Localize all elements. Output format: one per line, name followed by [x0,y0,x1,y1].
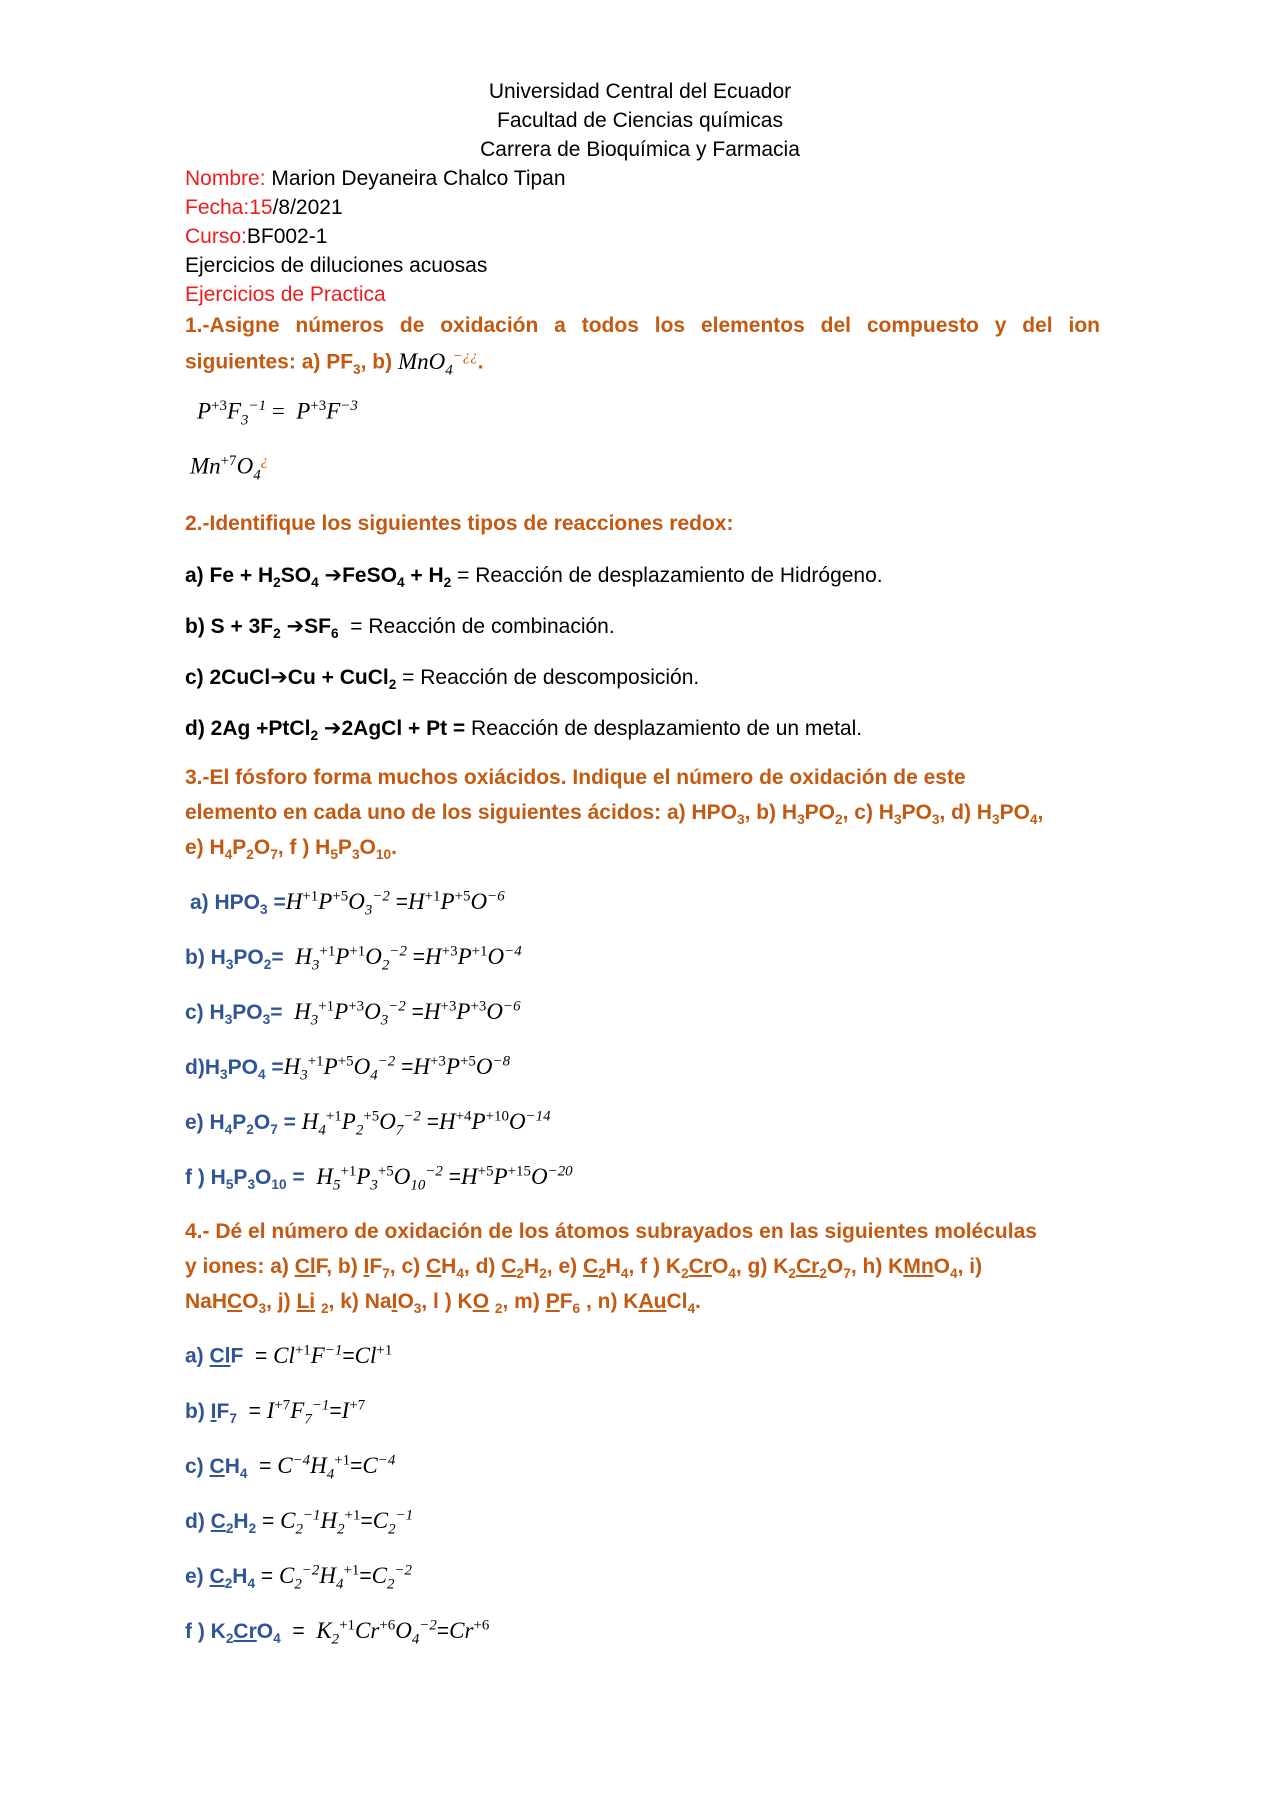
q1-text2: siguientes: a) PF [185,350,354,374]
practice-line: Ejercicios de Practica [185,283,386,306]
q3-d: $d)H_3PO_4 =H_3^{+1}P^{+5}O_4^{-2} =H^{+3}P^{+5}O^{-8}$ [185,1053,511,1084]
q4-line3: NaHCO$_3$, j) Li $_2$, k) NaIO$_3$, l ) KO $_2$, m) $PF_6$ , n) KAuCl$_4$. [185,1290,701,1317]
name-line [185,167,566,191]
q2-title: 2.-Identifique los siguientes tipos de reacciones redox: [185,512,734,535]
q1-line2: siguientes: a) $PF_3$, b) MnO$_4$−¿¿. [185,348,484,379]
q4-f: f ) $K_2CrO_4 = K_2^{+1}Cr^{+6}O_4^{-2}=Cr^{+6}$ [185,1617,490,1648]
q4-b: b) $IF_7 = I^{+7}F_7^{-1}=I^{+7}$ [185,1397,366,1428]
q4-line1: 4.- Dé el número de oxidación de los átomos subrayados en las siguientes moléculas [185,1220,1037,1243]
course-line [185,225,327,249]
date-label: Fecha: [185,196,250,219]
q3-line2-text: elemento en cada uno de los siguientes ácidos: a) HPO [185,801,737,824]
q2-a: a) $Fe + H_2SO_4$ ➔FeSO$_4$ + $H_2$ = Reacción de desplazamiento de Hidrógeno. [185,564,883,591]
q2-d-result: Reacción de desplazamiento de un metal. [465,717,863,740]
q3-f: f ) $H_5P_3O_{10} = H_5^{+1}P_3^{+5}O_{10}^{-2} =H^{+5}P^{+15}O^{-20}$ [185,1163,573,1194]
q4-a: a) ClF = $Cl^{+1}F^{-1}=Cl^{+1}$ [185,1342,393,1368]
q3-line1: 3.-El fósforo forma muchos oxiácidos. Indique el número de oxidación de este [185,766,966,789]
header-faculty: Facultad de Ciencias químicas [497,109,783,132]
q2-a-result: = Reacción de desplazamiento de Hidrógeno. [451,564,883,587]
q3-line3: e) $H_4P_2O_7$, f ) $H_5P_3O_{10}$. [185,836,397,863]
q2-d: d) 2Ag +PtCl$_2$ ➔2AgCl + Pt = Reacción de desplazamiento de un metal. [185,717,863,744]
q3-b: b) $H_3PO_2= H_3^{+1}P^{+1}O_2^{-2} =H^{+3}P^{+1}O^{-4}$ [185,943,522,974]
q1-line1: 1.-Asigne números de oxidación a todos los elementos del compuesto y del ion [185,314,1100,337]
q3-line3-text: e) H [185,836,225,859]
date-line [185,196,343,220]
topic-line: Ejercicios de diluciones acuosas [185,254,488,277]
q2-b-result: = Reacción de combinación. [344,615,615,638]
q1-text3: , b) [360,350,393,374]
q1-answer-b: $Mn^{+7}O_4^¿$ [190,453,269,484]
q3-a: a) $HPO_3 =H^{+1}P^{+5}O_3^{-2} =H^{+1}P^{+5}O^{-6}$ [190,888,505,919]
q4-e: e) $C_2H_4 = C_2^{-2}H_4^{+1}=C_2^{-2}$ [185,1562,412,1593]
q4-line2: y iones: a) ClF, b) $IF_7$, c) $CH_4$, d) $C_2H_2$, e) $C_2H_4$, f ) $K_2CrO_4$, g) $K_2Cr_2O_7$, h) KMnO$_4$, i) [185,1255,983,1282]
name-value: Marion Deyaneira Chalco Tipan [271,167,566,190]
q4-c: c) $CH_4 = C^{-4}H_4^{+1}=C^{-4}$ [185,1452,396,1483]
course-label: Curso: [185,225,247,248]
date-day: 15 [249,196,273,219]
q3-c: c) $H_3PO_3= H_3^{+1}P^{+3}O_3^{-2} =H^{+3}P^{+3}O^{-6}$ [185,998,521,1029]
name-label: Nombre: [185,167,266,190]
q3-line2: elemento en cada uno de los siguientes ácidos: a) $HPO_3$, b) $H_3PO_2$, c) $H_3PO_3$, d) $H_3PO_4$, [185,801,1044,828]
header-career: Carrera de Bioquímica y Farmacia [480,138,800,161]
q1-answer-a: $P^{+3}F_3^{-1} = P^{+3}F^{-3}$ [197,398,358,429]
q2-c: c) 2CuCl➔Cu + CuCl$_2$ = Reacción de descomposición. [185,666,700,693]
header-university: Universidad Central del Ecuador [488,80,792,103]
course-value: BF002-1 [246,225,328,248]
date-rest: /8/2021 [272,196,343,219]
q4-d: d) $C_2H_2 = C_2^{-1}H_2^{+1}=C_2^{-1}$ [185,1507,414,1538]
q2-b: b) $S + 3F_2$ $➔SF_6$ = Reacción de combinación. [185,615,615,642]
q2-c-result: = Reacción de descomposición. [396,666,700,689]
q3-e: e) $H_4P_2O_7 = H_4^{+1}P_2^{+5}O_7^{-2} =H^{+4}P^{+10}O^{-14}$ [185,1108,551,1139]
